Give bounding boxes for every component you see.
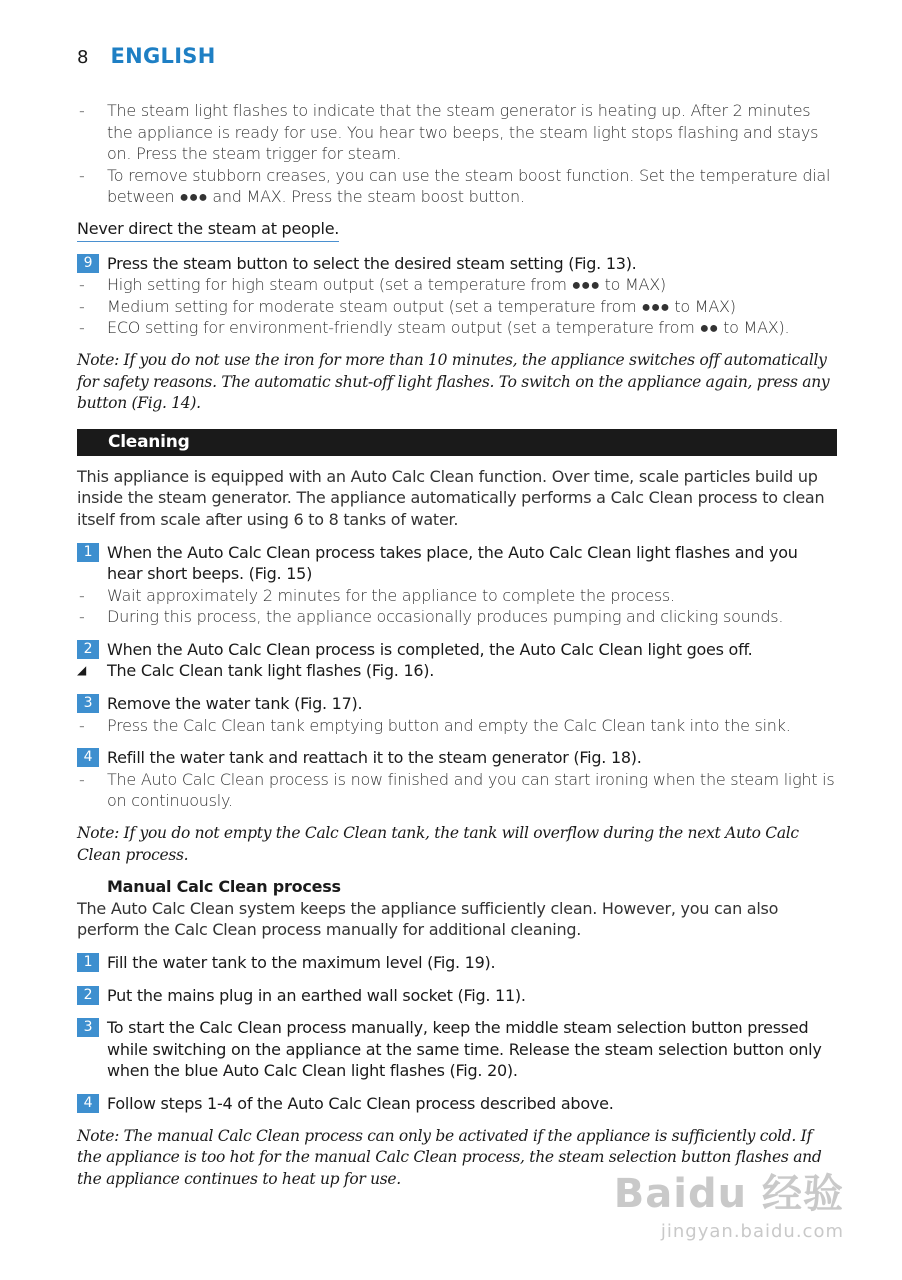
manual-calc-clean-heading: Manual Calc Clean process	[107, 877, 341, 897]
manual-step-2	[77, 985, 837, 1007]
step-number-badge: 4	[77, 748, 99, 767]
step-number-badge: 2	[77, 640, 99, 659]
step-text: Press the steam button to select the desired steam setting (Fig. 13).	[107, 253, 637, 273]
step-text: Follow steps 1-4 of the Auto Calc Clean process described above.	[107, 1093, 614, 1113]
manual-step-1	[77, 952, 837, 974]
step-number-badge: 3	[77, 1018, 99, 1037]
cleaning-step-1	[77, 542, 837, 585]
step-text: When the Auto Calc Clean process takes place, the Auto Calc Clean light flashes and you hear short beeps. (Fig. 15)	[107, 542, 798, 584]
step-text: Refill the water tank and reattach it to the steam generator (Fig. 18).	[107, 748, 642, 768]
step-text: To start the Calc Clean process manually, keep the middle steam selection button pressed while switching on the appliance at the same time. Release the steam selection button only when the blue Auto Calc Clean light flashes (Fig. 20).	[107, 1018, 822, 1081]
section-heading-cleaning: Cleaning	[77, 429, 837, 456]
cleaning-step-1-dash-1: - Wait approximately 2 minutes for the appliance to complete the process.	[77, 585, 837, 607]
language-heading: ENGLISH	[110, 44, 216, 68]
step-number-badge: 4	[77, 1094, 99, 1113]
step-text: When the Auto Calc Clean process is completed, the Auto Calc Clean light goes off.	[107, 639, 753, 659]
result-arrow-icon: ◢	[77, 663, 86, 678]
manual-intro: The Auto Calc Clean system keeps the appliance sufficiently clean. However, you can also perform the Calc Clean process manually for additional cleaning.	[77, 898, 779, 940]
cleaning-step-2	[77, 639, 837, 661]
page-number: 8	[77, 47, 89, 68]
page-header	[77, 44, 216, 72]
cleaning-step-4	[77, 747, 837, 769]
watermark-brand: Baidu 经验	[613, 1171, 844, 1217]
baidu-watermark	[614, 1162, 844, 1242]
steam-setting-high: - High setting for high steam output (set a temperature from ●●● to MAX)	[77, 274, 837, 296]
step-number-badge: 3	[77, 694, 99, 713]
cleaning-intro: This appliance is equipped with an Auto Calc Clean function. Over time, scale particles build up inside the steam generator. The appliance automatically performs a Calc Clean process to clean itself from scale after using 6 to 8 tanks of water.	[77, 466, 825, 529]
cleaning-step-3-dash-1: - Press the Calc Clean tank emptying button and empty the Calc Clean tank into the sink.	[77, 715, 837, 737]
watermark-url: jingyan.baidu.com	[660, 1221, 844, 1242]
manual-step-4	[77, 1093, 837, 1115]
result-text: The Calc Clean tank light flashes (Fig. 16).	[107, 661, 435, 681]
step-number-badge: 2	[77, 986, 99, 1005]
steam-setting-eco: - ECO setting for environment-friendly steam output (set a temperature from ●● to MAX).	[77, 317, 837, 339]
manual-calc-clean-note: Note: The manual Calc Clean process can only be activated if the appliance is sufficiently cold. If the appliance is too hot for the manual Calc Clean process, the steam selection button flashes and the appliance continues to heat up for use.	[77, 1126, 822, 1188]
calc-clean-tank-note: Note: If you do not empty the Calc Clean tank, the tank will overflow during the next Auto Calc Clean process.	[77, 824, 799, 864]
step-text: Put the mains plug in an earthed wall socket (Fig. 11).	[107, 985, 526, 1005]
cleaning-step-4-dash-1: - The Auto Calc Clean process is now finished and you can start ironing when the steam light is on continuously.	[77, 769, 837, 812]
page-content	[77, 100, 837, 1190]
warning-text: Never direct the steam at people.	[77, 218, 339, 242]
steam-setting-medium: - Medium setting for moderate steam output (set a temperature from ●●● to MAX)	[77, 296, 837, 318]
manual-step-3	[77, 1017, 837, 1082]
cleaning-step-3	[77, 693, 837, 715]
intro-dash-1: - The steam light flashes to indicate that the steam generator is heating up. After 2 minutes the appliance is ready for use. You hear two beeps, the steam light stops flashing and stays on. Press the steam trigger for steam.	[77, 100, 837, 165]
step-text: Remove the water tank (Fig. 17).	[107, 694, 363, 714]
cleaning-step-1-dash-2: - During this process, the appliance occasionally produces pumping and clicking sounds.	[77, 606, 837, 628]
step-number-badge: 9	[77, 254, 99, 273]
cleaning-step-2-result	[77, 660, 837, 682]
step-number-badge: 1	[77, 953, 99, 972]
auto-shutoff-note: Note: If you do not use the iron for more than 10 minutes, the appliance switches off automatically for safety reasons. The automatic shut-off light flashes. To switch on the appliance again, press any button (Fig. 14).	[77, 350, 830, 413]
step-text: Fill the water tank to the maximum level (Fig. 19).	[107, 953, 496, 972]
step-9	[77, 253, 837, 275]
intro-dash-2: - To remove stubborn creases, you can use the steam boost function. Set the temperature dial between ●●● and MAX. Press the steam boost button.	[77, 165, 837, 208]
step-number-badge: 1	[77, 543, 99, 562]
